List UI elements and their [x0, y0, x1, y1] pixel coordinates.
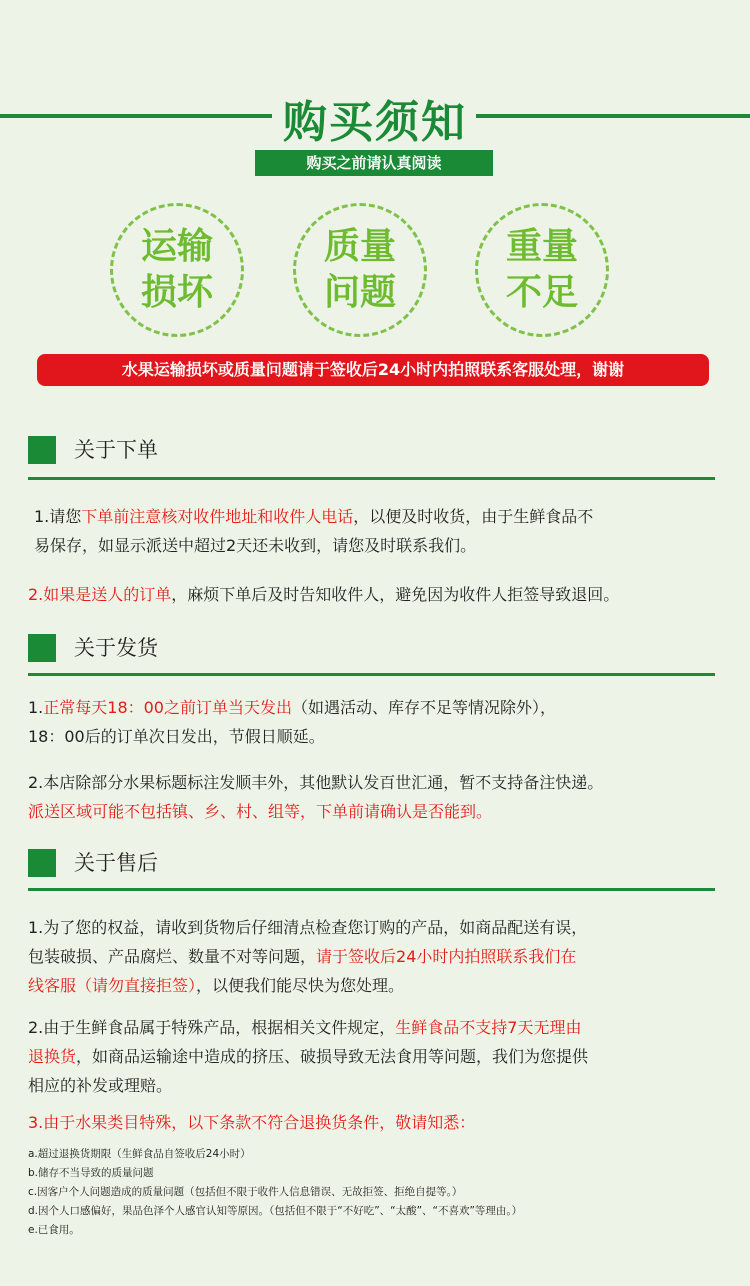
aftersale-paragraph-2 — [28, 1013, 728, 1100]
text: 1.请您 — [34, 507, 82, 526]
section-divider — [28, 477, 715, 480]
list-item: c.因客户个人问题造成的质量问题（包括但不限于收件人信息错误、无故拒签、拒绝自提等。） — [28, 1186, 463, 1198]
page-subtitle: 购买之前请认真阅读 — [255, 150, 493, 176]
aftersale-paragraph-3: 3.由于水果类目特殊，以下条款不符合退换货条件，敬请知悉： — [28, 1113, 476, 1132]
aftersale-paragraph-1 — [28, 913, 728, 1000]
highlight-text: 退换货 — [28, 1047, 77, 1066]
exclusion-list — [28, 1145, 728, 1240]
list-item: e.已食用。 — [28, 1224, 80, 1236]
text: 18：00后的订单次日发出，节假日顺延。 — [28, 727, 325, 746]
badge-line: 损坏 — [140, 272, 213, 313]
highlight-text: 派送区域可能不包括镇、乡、村、组等，下单前请确认是否能到。 — [28, 802, 493, 821]
highlight-text: 下单前注意核对收件地址和收件人电话 — [81, 507, 354, 526]
page-title: 购买须知 — [283, 97, 467, 148]
order-paragraph-2 — [28, 580, 728, 609]
section-title-aftersale: 关于售后 — [74, 851, 158, 875]
text: 易保存，如显示派送中超过2天还未收到，请您及时联系我们。 — [34, 536, 477, 555]
text: 相应的补发或理赔。 — [28, 1076, 173, 1095]
badge-line: 运输 — [140, 226, 213, 267]
list-item: a.超过退换货期限（生鲜食品自签收后24小时） — [28, 1148, 251, 1160]
section-divider — [28, 888, 715, 891]
text: ，以便我们能尽快为您处理。 — [196, 976, 405, 995]
section-title-shipping: 关于发货 — [74, 636, 158, 660]
text: 包装破损、产品腐烂、数量不对等问题， — [28, 947, 317, 966]
highlight-text: 请于签收后24小时内拍照联系我们在 — [316, 947, 577, 966]
badge-line: 问题 — [323, 272, 396, 313]
badge-line: 重量 — [505, 226, 578, 267]
section-marker-icon — [28, 849, 56, 877]
badge-transport-damage — [110, 203, 244, 337]
text: 2.由于生鲜食品属于特殊产品，根据相关文件规定， — [28, 1018, 396, 1037]
order-paragraph-1 — [34, 502, 734, 560]
badge-line: 不足 — [505, 272, 578, 313]
highlight-text: 正常每天18：00之前订单当天发出 — [43, 698, 292, 717]
badge-quality-issue — [293, 203, 427, 337]
highlight-text: 线客服（请勿直接拒签） — [28, 976, 197, 995]
section-marker-icon — [28, 436, 56, 464]
text: ，如商品运输途中造成的挤压、破损导致无法食用等问题，我们为您提供 — [76, 1047, 589, 1066]
text: 1. — [28, 698, 44, 717]
shipping-paragraph-1 — [28, 693, 728, 751]
section-marker-icon — [28, 634, 56, 662]
highlight-text: 2.如果是送人的订单 — [28, 585, 172, 604]
shipping-paragraph-2 — [28, 768, 728, 826]
badge-line: 质量 — [323, 226, 396, 267]
text: ，麻烦下单后及时告知收件人，避免因为收件人拒签导致退回。 — [171, 585, 620, 604]
section-divider — [28, 673, 715, 676]
text: （如遇活动、库存不足等情况除外）， — [292, 698, 557, 717]
highlight-text: 生鲜食品不支持7天无理由 — [395, 1018, 582, 1037]
text: 2.本店除部分水果标题标注发顺丰外，其他默认发百世汇通，暂不支持备注快递。 — [28, 773, 604, 792]
list-item: b.储存不当导致的质量问题 — [28, 1167, 154, 1179]
section-title-order: 关于下单 — [74, 438, 158, 462]
list-item: d.因个人口感偏好，果品色泽个人感官认知等原因。（包括但不限于“不好吃”、“太酸”、“不喜欢”等理由。） — [28, 1205, 523, 1217]
text: 1.为了您的权益，请收到货物后仔细清点检查您订购的产品，如商品配送有误， — [28, 918, 588, 937]
notice-banner: 水果运输损坏或质量问题请于签收后24小时内拍照联系客服处理，谢谢 — [37, 354, 709, 386]
text: ，以便及时收货，由于生鲜食品不 — [353, 507, 594, 526]
badge-weight-short — [475, 203, 609, 337]
